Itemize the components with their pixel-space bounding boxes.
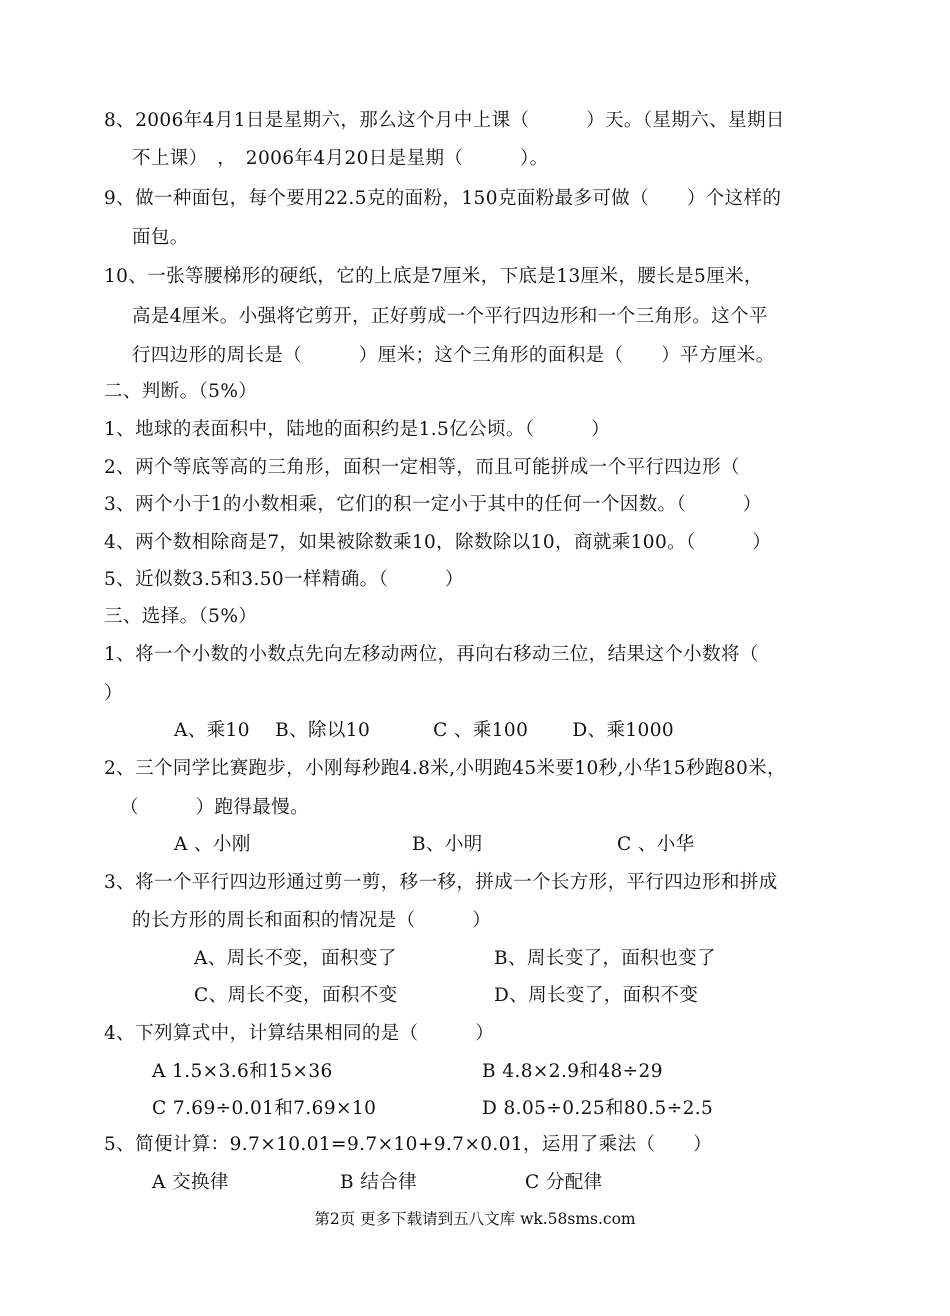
choice-q3-option-d: D、周长变了，面积不变: [494, 985, 699, 1006]
q10-line1: 10、一张等腰梯形的硬纸，它的上底是7厘米，下底是13厘米，腰长是5厘米，: [104, 266, 763, 287]
choice-q5-option-a: A 交换律: [152, 1172, 229, 1193]
choice-q1-line1: 1、将一个小数的小数点先向左移动两位，再向右移动三位，结果这个小数将（: [104, 644, 759, 665]
choice-q1-options: A、乘10 B、除以10 C 、乘100 D、乘1000: [174, 720, 675, 741]
q10-line2: 高是4厘米。小强将它剪开，正好剪成一个平行四边形和一个三角形。这个平: [132, 306, 768, 327]
choice-q1-line2: ）: [104, 683, 123, 704]
choice-q5-option-c: C 分配律: [525, 1172, 603, 1193]
section-choice-title: 三、选择。（5%）: [104, 606, 258, 627]
choice-q5-option-b: B 结合律: [340, 1172, 417, 1193]
judge-q3: 3、两个小于1的小数相乘，它们的积一定小于其中的任何一个因数。（ ）: [104, 494, 762, 515]
choice-q4-option-c: C 7.69÷0.01和7.69×10: [152, 1098, 377, 1119]
choice-q3-option-a: A、周长不变，面积变了: [194, 948, 397, 969]
choice-q2-option-c: C 、小华: [617, 834, 695, 855]
choice-q2-option-b: B、小明: [412, 834, 483, 855]
choice-q4-option-d: D 8.05÷0.25和80.5÷2.5: [482, 1098, 714, 1119]
judge-q5: 5、近似数3.5和3.50一样精确。（ ）: [104, 569, 464, 590]
choice-q5-line1: 5、简便计算：9.7×10.01=9.7×10+9.7×0.01，运用了乘法（ ）: [104, 1134, 713, 1155]
q10-line3: 行四边形的周长是（ ）厘米；这个三角形的面积是（ ）平方厘米。: [132, 345, 775, 366]
judge-q1: 1、地球的表面积中，陆地的面积约是1.5亿公顷。（ ）: [104, 419, 611, 440]
choice-q4-option-b: B 4.8×2.9和48÷29: [482, 1061, 663, 1082]
q9-line1: 9、做一种面包，每个要用22.5克的面粉，150克面粉最多可做（ ）个这样的: [104, 188, 782, 209]
choice-q2-option-a: A 、小刚: [174, 834, 251, 855]
judge-q2: 2、两个等底等高的三角形，面积一定相等，而且可能拼成一个平行四边形（: [104, 457, 740, 478]
q9-line2: 面包。: [132, 227, 189, 248]
judge-q4: 4、两个数相除商是7，如果被除数乘10，除数除以10，商就乘100。（ ）: [104, 532, 772, 553]
choice-q3-option-c: C、周长不变，面积不变: [194, 985, 398, 1006]
choice-q2-line1: 2、三个同学比赛跑步，小刚每秒跑4.8米,小明跑45米要10秒,小华15秒跑80米，: [104, 758, 786, 779]
page-footer: 第2页 更多下载请到五八文库 wk.58sms.com: [314, 1210, 636, 1228]
choice-q3-line1: 3、将一个平行四边形通过剪一剪，移一移，拼成一个长方形，平行四边形和拼成: [104, 872, 778, 893]
choice-q4-line1: 4、下列算式中，计算结果相同的是（ ）: [104, 1023, 495, 1044]
q8-line1: 8、2006年4月1日是星期六，那么这个月中上课（ ）天。（星期六、星期日: [104, 110, 785, 131]
choice-q4-option-a: A 1.5×3.6和15×36: [152, 1061, 333, 1082]
choice-q3-line2: 的长方形的周长和面积的情况是（ ）: [132, 910, 492, 931]
choice-q3-option-b: B、周长变了，面积也变了: [494, 948, 716, 969]
q8-line2: 不上课） ， 2006年4月20日是星期（ ）。: [132, 148, 549, 169]
section-judge-title: 二、判断。（5%）: [104, 381, 258, 402]
choice-q2-line2: （ ）跑得最慢。: [120, 797, 310, 818]
